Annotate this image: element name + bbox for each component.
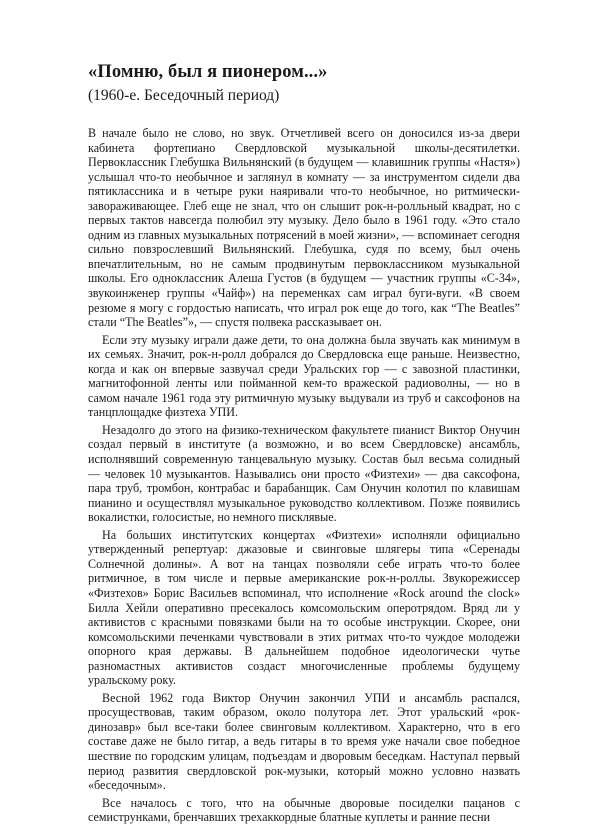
paragraph: Незадолго до этого на физико-техническом факультете пианист Виктор Онучин создал первый в институте (а возможно, и во всем Свердловске) ансамбль, исполнявший современную танцевальную музыку. Состав был весьма солидный — человек 10 музыкантов. Назывались они просто «Физтехи» — два саксофона, пара труб, тромбон, контрабас и барабанщик. Сам Онучин колотил по клавишам пианино и осуществлял музыкальное руководство коллективом. Позже появились вокалистки, голосистые, но немного писклявые. bbox=[88, 422, 520, 525]
chapter-title: «Помню, был я пионером...» bbox=[88, 62, 328, 82]
book-page bbox=[88, 60, 520, 828]
paragraph: На больших институтских концертах «Физтехи» исполняли официально утвержденный репертуар: джазовые и свинговые шлягеры типа «Серенады Солнечной долины». А вот на танцах позволяли себе играть что-то более ритмичное, в том числе и первые американские рок-н-роллы. Звукорежиссер «Физтехов» Борис Васильев вспоминал, что исполнение «Rock around the clock» Билла Хейли оперативно пресекалось комсомольским оперотрядом. Вряд ли у активистов с красными повязками были на то особые инструкции. Скорее, они комсомольскими печенками чувствовали в этих ритмах что-то чуждое молодежи опорного края державы. В дальнейшем подобное идеологически чутье разномастных активистов создаст многочисленные проблемы будущему уральскому року. bbox=[88, 527, 520, 688]
paragraph: Все началось с того, что на обычные дворовые посиделки пацанов с семиструнками, бренчавших трехаккордные блатные куплеты и ранние песни bbox=[88, 795, 520, 825]
paragraph: В начале было не слово, но звук. Отчетливей всего он доносился из-за двери кабинета фортепиано Свердловской музыкальной школы-десятилетки. Первоклассник Глебушка Вильнянский (в будущем — клавишник группы «Настя») услышал что-то необычное и заглянул в комнату — за инструментом сидели два пятиклассника и в четыре руки наяривали что-то необычное, но ритмически-завораживающее. Глеб еще не знал, что он слышит рок-н-ролльный квадрат, но с первых тактов навсегда полюбил эту музыку. Дело было в 1961 году. «Это стало одним из главных музыкальных потрясений в моей жизни», — вспоминает сегодня сильно повзрослевший Вильнянский. Глебушка, судя по всему, был очень впечатлительным, но не самым продвинутым первоклассником музыкальной школы. Его одноклассник Алеша Густов (в будущем — участник группы «С-34», звукоинженер группы «Чайф») на переменках сам играл буги-вуги. «В своем резюме я могу с гордостью написать, что играл рок еще до того, как “The Beatles” стали “The Beatles”», — спустя полвека рассказывает он. bbox=[88, 126, 520, 330]
chapter-subtitle: (1960-е. Беседочный период) bbox=[88, 87, 280, 104]
body-text bbox=[88, 126, 520, 825]
paragraph: Весной 1962 года Виктор Онучин закончил УПИ и ансамбль распался, просуществовав, таким образом, около полутора лет. Этот уральский «рок-динозавр» был все-таки более свинговым коллективом. Характерно, что в его составе даже не было гитар, а ведь гитары в то время уже начали свое победное шествие по городским улицам, подъездам и дворовым беседкам. Наступал первый период развития свердловской рок-музыки, который можно условно назвать «беседочным». bbox=[88, 690, 520, 793]
paragraph: Если эту музыку играли даже дети, то она должна была звучать как минимум в их семьях. Значит, рок-н-ролл добрался до Свердловска еще раньше. Неизвестно, когда и как он впервые зазвучал среди Уральских гор — с завозной пластинки, магнитофонной ленты или пойманной кем-то вражеской радиоволны, — но в самом начале 1961 года эту ритмичную музыку выдували из труб и саксофонов на танцплощадке физтеха УПИ. bbox=[88, 332, 520, 420]
